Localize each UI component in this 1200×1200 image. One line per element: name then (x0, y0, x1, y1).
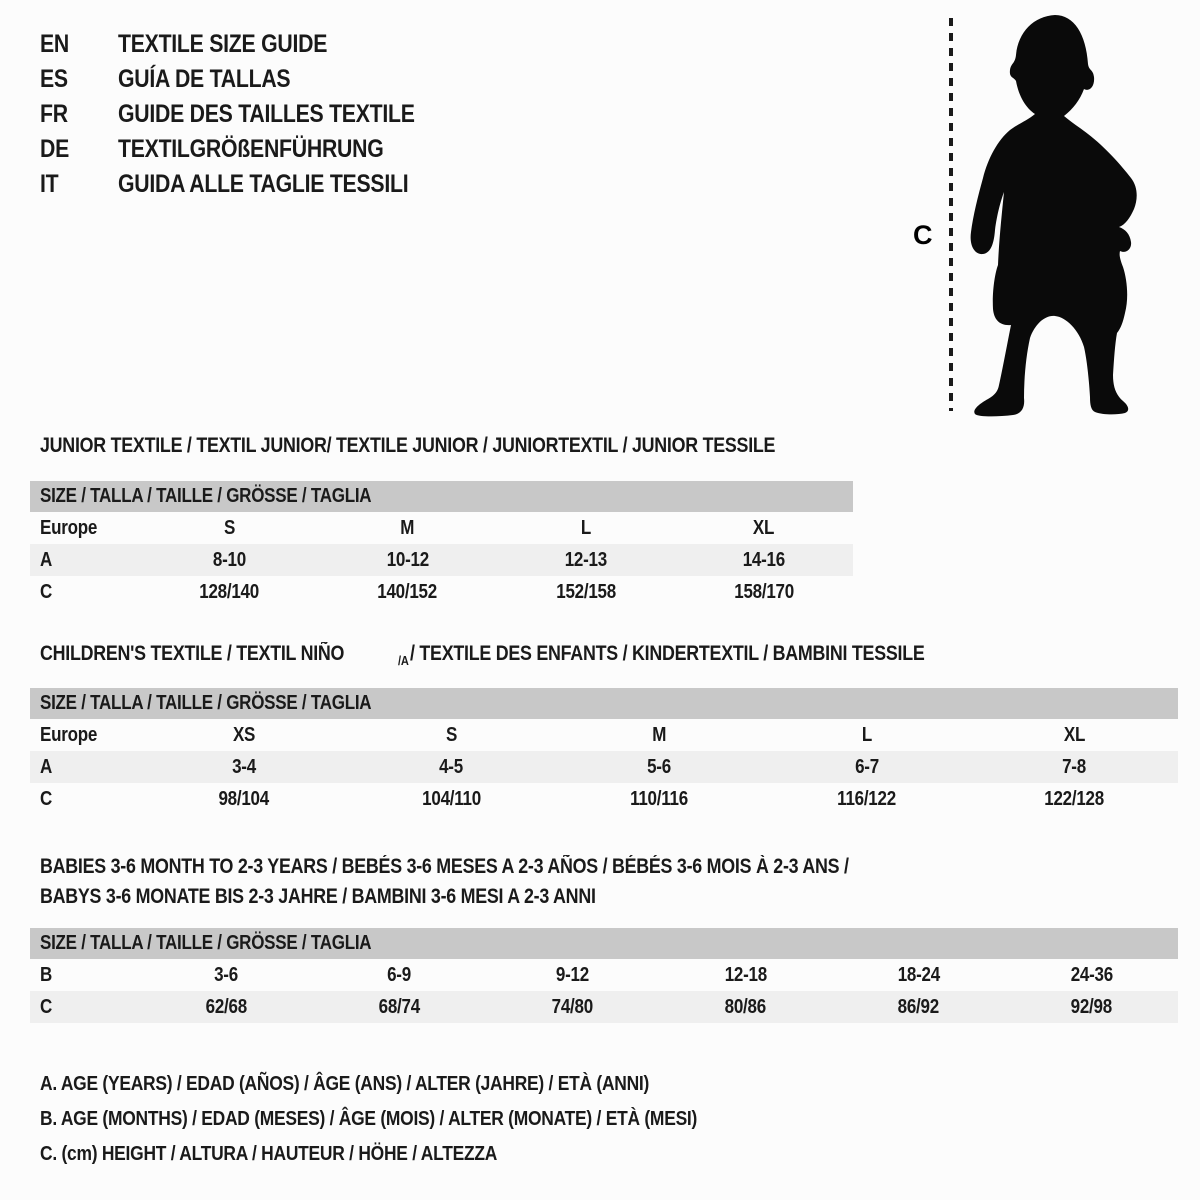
junior-size-table (30, 481, 853, 608)
guide-title-fr: GUIDE DES TAILLES TEXTILE (118, 100, 415, 128)
toddler-figure (885, 8, 1147, 420)
height-cell: 104/110 (422, 787, 481, 810)
height-cell: 122/128 (1044, 787, 1105, 810)
language-code: EN (40, 30, 70, 58)
language-code: ES (40, 65, 68, 93)
height-cell: 80/86 (724, 995, 767, 1018)
age-cell: 14-16 (742, 548, 785, 571)
legend (40, 1066, 813, 1171)
height-cell: 92/98 (1070, 995, 1113, 1018)
guide-title-de: TEXTILGRÖßENFÜHRUNG (118, 135, 384, 163)
height-cell: 98/104 (218, 787, 270, 810)
height-cell: 152/158 (555, 580, 616, 603)
height-cell: 110/116 (630, 787, 688, 810)
section-title-babies (40, 852, 991, 912)
size-cell: XL (753, 516, 775, 539)
table-row-age-years (30, 544, 853, 576)
size-header-text: SIZE / TALLA / TAILLE / GRÖSSE / TAGLIA (40, 692, 372, 714)
age-cell: 3-4 (231, 755, 256, 778)
section-title-babies-line1: BABIES 3-6 MONTH TO 2-3 YEARS / BEBÉS 3-6 MESES A 2-3 AÑOS / BÉBÉS 3-6 MOIS À 2-3 ANS / (40, 855, 849, 878)
legend-line-b: B. AGE (MONTHS) / EDAD (MESES) / ÂGE (MOIS) / ALTER (MONATE) / ETÀ (MESI) (40, 1106, 698, 1130)
toddler-silhouette-icon (971, 15, 1137, 416)
height-cell: 68/74 (378, 995, 421, 1018)
size-header-row (30, 928, 1178, 959)
height-cell: 74/80 (551, 995, 594, 1018)
language-row-fr (40, 97, 467, 132)
section-title-childrens-prefix: CHILDREN'S TEXTILE / TEXTIL NIÑO (40, 642, 345, 665)
row-label: A (40, 548, 53, 571)
row-label: A (40, 755, 53, 778)
size-cell: XL (1063, 723, 1085, 746)
age-cell: 12-13 (564, 548, 607, 571)
age-cell: 7-8 (1062, 755, 1087, 778)
language-row-es (40, 62, 467, 97)
age-cell: 6-7 (854, 755, 879, 778)
section-title-junior-text: JUNIOR TEXTILE / TEXTIL JUNIOR/ TEXTILE JUNIOR / JUNIORTEXTIL / JUNIOR TESSILE (40, 434, 776, 457)
age-cell: 18-24 (897, 963, 940, 986)
size-cell: L (861, 723, 872, 746)
babies-size-table (30, 928, 1178, 1023)
size-cell: M (400, 516, 415, 539)
size-header-text: SIZE / TALLA / TAILLE / GRÖSSE / TAGLIA (40, 932, 372, 954)
childrens-size-table (30, 688, 1178, 815)
age-cell: 9-12 (555, 963, 590, 986)
age-cell: 4-5 (439, 755, 464, 778)
height-cell: 62/68 (205, 995, 248, 1018)
size-cell: XS (232, 723, 255, 746)
height-cell: 158/170 (734, 580, 794, 603)
height-cell: 86/92 (897, 995, 940, 1018)
size-header-row (30, 481, 853, 512)
age-cell: 6-9 (387, 963, 412, 986)
row-label: C (40, 580, 53, 603)
age-cell: 5-6 (647, 755, 671, 778)
table-row-height-cm (30, 576, 853, 608)
height-cell: 116/122 (837, 787, 896, 810)
table-row-height-cm (30, 991, 1178, 1023)
table-row-age-years (30, 751, 1178, 783)
guide-title-es: GUÍA DE TALLAS (118, 65, 291, 93)
size-header-row (30, 688, 1178, 719)
language-code: FR (40, 100, 68, 128)
guide-title-en: TEXTILE SIZE GUIDE (118, 30, 328, 58)
section-title-childrens-subscript: /A (397, 653, 409, 668)
age-cell: 24-36 (1070, 963, 1113, 986)
row-label: C (40, 995, 53, 1018)
language-code: IT (40, 170, 59, 198)
row-label: B (40, 963, 53, 986)
age-cell: 10-12 (386, 548, 429, 571)
size-header-text: SIZE / TALLA / TAILLE / GRÖSSE / TAGLIA (40, 485, 372, 507)
size-cell: M (652, 723, 666, 746)
height-cell: 128/140 (199, 580, 259, 603)
section-title-babies-line2: BABYS 3-6 MONATE BIS 2-3 JAHRE / BAMBINI 3-6 MESI A 2-3 ANNI (40, 885, 596, 908)
size-cell: L (580, 516, 591, 539)
section-title-junior (40, 433, 905, 459)
age-cell: 3-6 (214, 963, 239, 986)
section-title-childrens (40, 641, 1016, 669)
language-row-it (40, 167, 467, 202)
age-cell: 8-10 (212, 548, 246, 571)
table-row-europe (30, 512, 853, 544)
size-cell: S (445, 723, 457, 746)
height-cell: 140/152 (377, 580, 438, 603)
legend-line-a: A. AGE (YEARS) / EDAD (AÑOS) / ÂGE (ANS) / ALTER (JAHRE) / ETÀ (ANNI) (40, 1071, 650, 1095)
row-label: C (40, 787, 53, 810)
language-row-en (40, 27, 467, 62)
table-row-age-months (30, 959, 1178, 991)
language-code: DE (40, 135, 70, 163)
measure-label-c: C (913, 220, 933, 250)
guide-title-it: GUIDA ALLE TAGLIE TESSILI (118, 170, 409, 198)
language-title-list (40, 27, 467, 202)
table-row-europe (30, 719, 1178, 751)
row-label: Europe (40, 516, 98, 539)
legend-line-c: C. (cm) HEIGHT / ALTURA / HAUTEUR / HÖHE / ALTEZZA (40, 1141, 498, 1165)
language-row-de (40, 132, 467, 167)
age-cell: 12-18 (724, 963, 767, 986)
section-title-childrens-suffix: / TEXTILE DES ENFANTS / KINDERTEXTIL / BAMBINI TESSILE (410, 642, 925, 665)
table-row-height-cm (30, 783, 1178, 815)
row-label: Europe (40, 723, 98, 746)
size-cell: S (223, 516, 235, 539)
